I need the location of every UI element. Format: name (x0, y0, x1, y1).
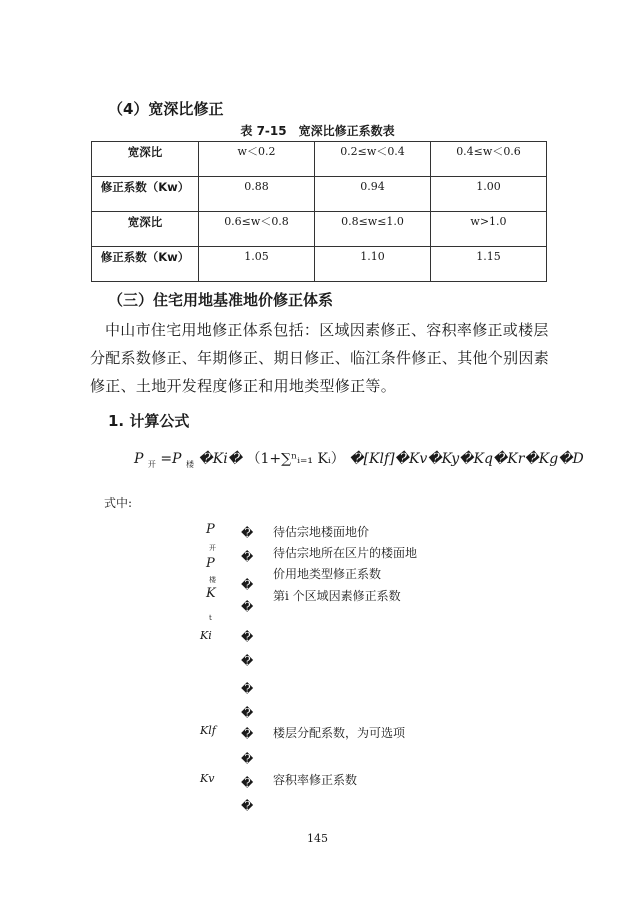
symbol-p-kai-sub: 开 (209, 544, 216, 552)
formula-rep-char: � (198, 451, 213, 467)
formula-rep-char: � (227, 451, 243, 467)
replacement-glyph: � (241, 682, 254, 696)
definition-text: 待估宗地楼面地价 (273, 525, 370, 539)
symbol-k: K (206, 586, 216, 601)
formula-p-sub: 楼 (185, 459, 194, 469)
replacement-glyph: � (241, 578, 254, 592)
replacement-glyph: � (241, 799, 254, 813)
section-heading-residential: （三）住宅用地基准地价修正体系 (108, 291, 334, 309)
definition-text: 待估宗地所在区片的楼面地 (273, 546, 418, 560)
coef-cell: 1.00 (431, 177, 547, 212)
replacement-glyph: � (241, 654, 254, 668)
symbol-kv: Kv (200, 772, 215, 785)
replacement-glyph: � (241, 550, 254, 564)
formula-lhs-sub: 开 (147, 459, 156, 469)
definition-text: 楼层分配系数，为可选项 (273, 726, 406, 740)
symbol-klf: Klf (200, 724, 216, 737)
replacement-glyph: � (241, 526, 254, 540)
row-label-ratio: 宽深比 (92, 142, 199, 177)
ratio-cell: 0.4≤w＜0.6 (431, 142, 547, 177)
replacement-glyph: � (241, 727, 254, 741)
body-paragraph: 中山市住宅用地修正体系包括：区域因素修正、容积率修正或楼层分配系数修正、年期修正、期日修正、临江条件修正、其他个别因素修正、土地开发程度修正和用地类型修正等。 (90, 321, 550, 395)
page-number: 145 (307, 832, 328, 845)
coef-cell: 1.05 (199, 247, 315, 282)
coef-cell: 0.94 (315, 177, 431, 212)
formula (134, 448, 584, 470)
replacement-glyph: � (241, 630, 254, 644)
coef-cell: 0.88 (199, 177, 315, 212)
ratio-cell: 0.6≤w＜0.8 (199, 212, 315, 247)
where-label: 式中: (104, 496, 133, 510)
definition-text: 容积率修正系数 (273, 773, 358, 787)
replacement-glyph: � (241, 752, 254, 766)
table-row (92, 247, 547, 282)
symbol-p-kai: P (206, 522, 215, 537)
symbol-p-lou: P (206, 556, 215, 571)
coef-cell: 1.10 (315, 247, 431, 282)
section-heading-width-depth: （4）宽深比修正 (108, 100, 224, 118)
definition-text: 第i 个区域因素修正系数 (273, 589, 401, 603)
symbol-k-sub: t (209, 614, 212, 622)
row-label-coefficient: 修正系数（Kw） (92, 177, 199, 212)
symbol-p-lou-sub: 楼 (209, 576, 216, 584)
width-depth-table (91, 141, 547, 282)
ratio-cell: w>1.0 (431, 212, 547, 247)
formula-eq: =P (160, 451, 182, 467)
replacement-glyph: � (241, 776, 254, 790)
formula-tail: [Klf]�Kv�Ky�Kq�Kr�Kg�D (363, 451, 584, 467)
ratio-cell: w＜0.2 (199, 142, 315, 177)
table-row (92, 142, 547, 177)
definition-text: 价用地类型修正系数 (273, 567, 382, 581)
replacement-glyph: � (241, 706, 254, 720)
row-label-coefficient: 修正系数（Kw） (92, 247, 199, 282)
symbol-ki: Ki (200, 629, 212, 642)
coef-cell: 1.15 (431, 247, 547, 282)
row-label-ratio: 宽深比 (92, 212, 199, 247)
table-caption: 表 7-15 宽深比修正系数表 (240, 124, 395, 138)
formula-ki: Ki (212, 451, 228, 467)
table-row (92, 212, 547, 247)
formula-sum: （1+∑ⁿᵢ₌₁ Kᵢ） (246, 451, 345, 467)
formula-rep-char: � (349, 451, 364, 467)
ratio-cell: 0.8≤w≤1.0 (315, 212, 431, 247)
replacement-glyph: � (241, 600, 254, 614)
formula-lhs: P (134, 451, 144, 467)
section-heading-formula: 1. 计算公式 (108, 412, 190, 430)
table-row (92, 177, 547, 212)
ratio-cell: 0.2≤w＜0.4 (315, 142, 431, 177)
